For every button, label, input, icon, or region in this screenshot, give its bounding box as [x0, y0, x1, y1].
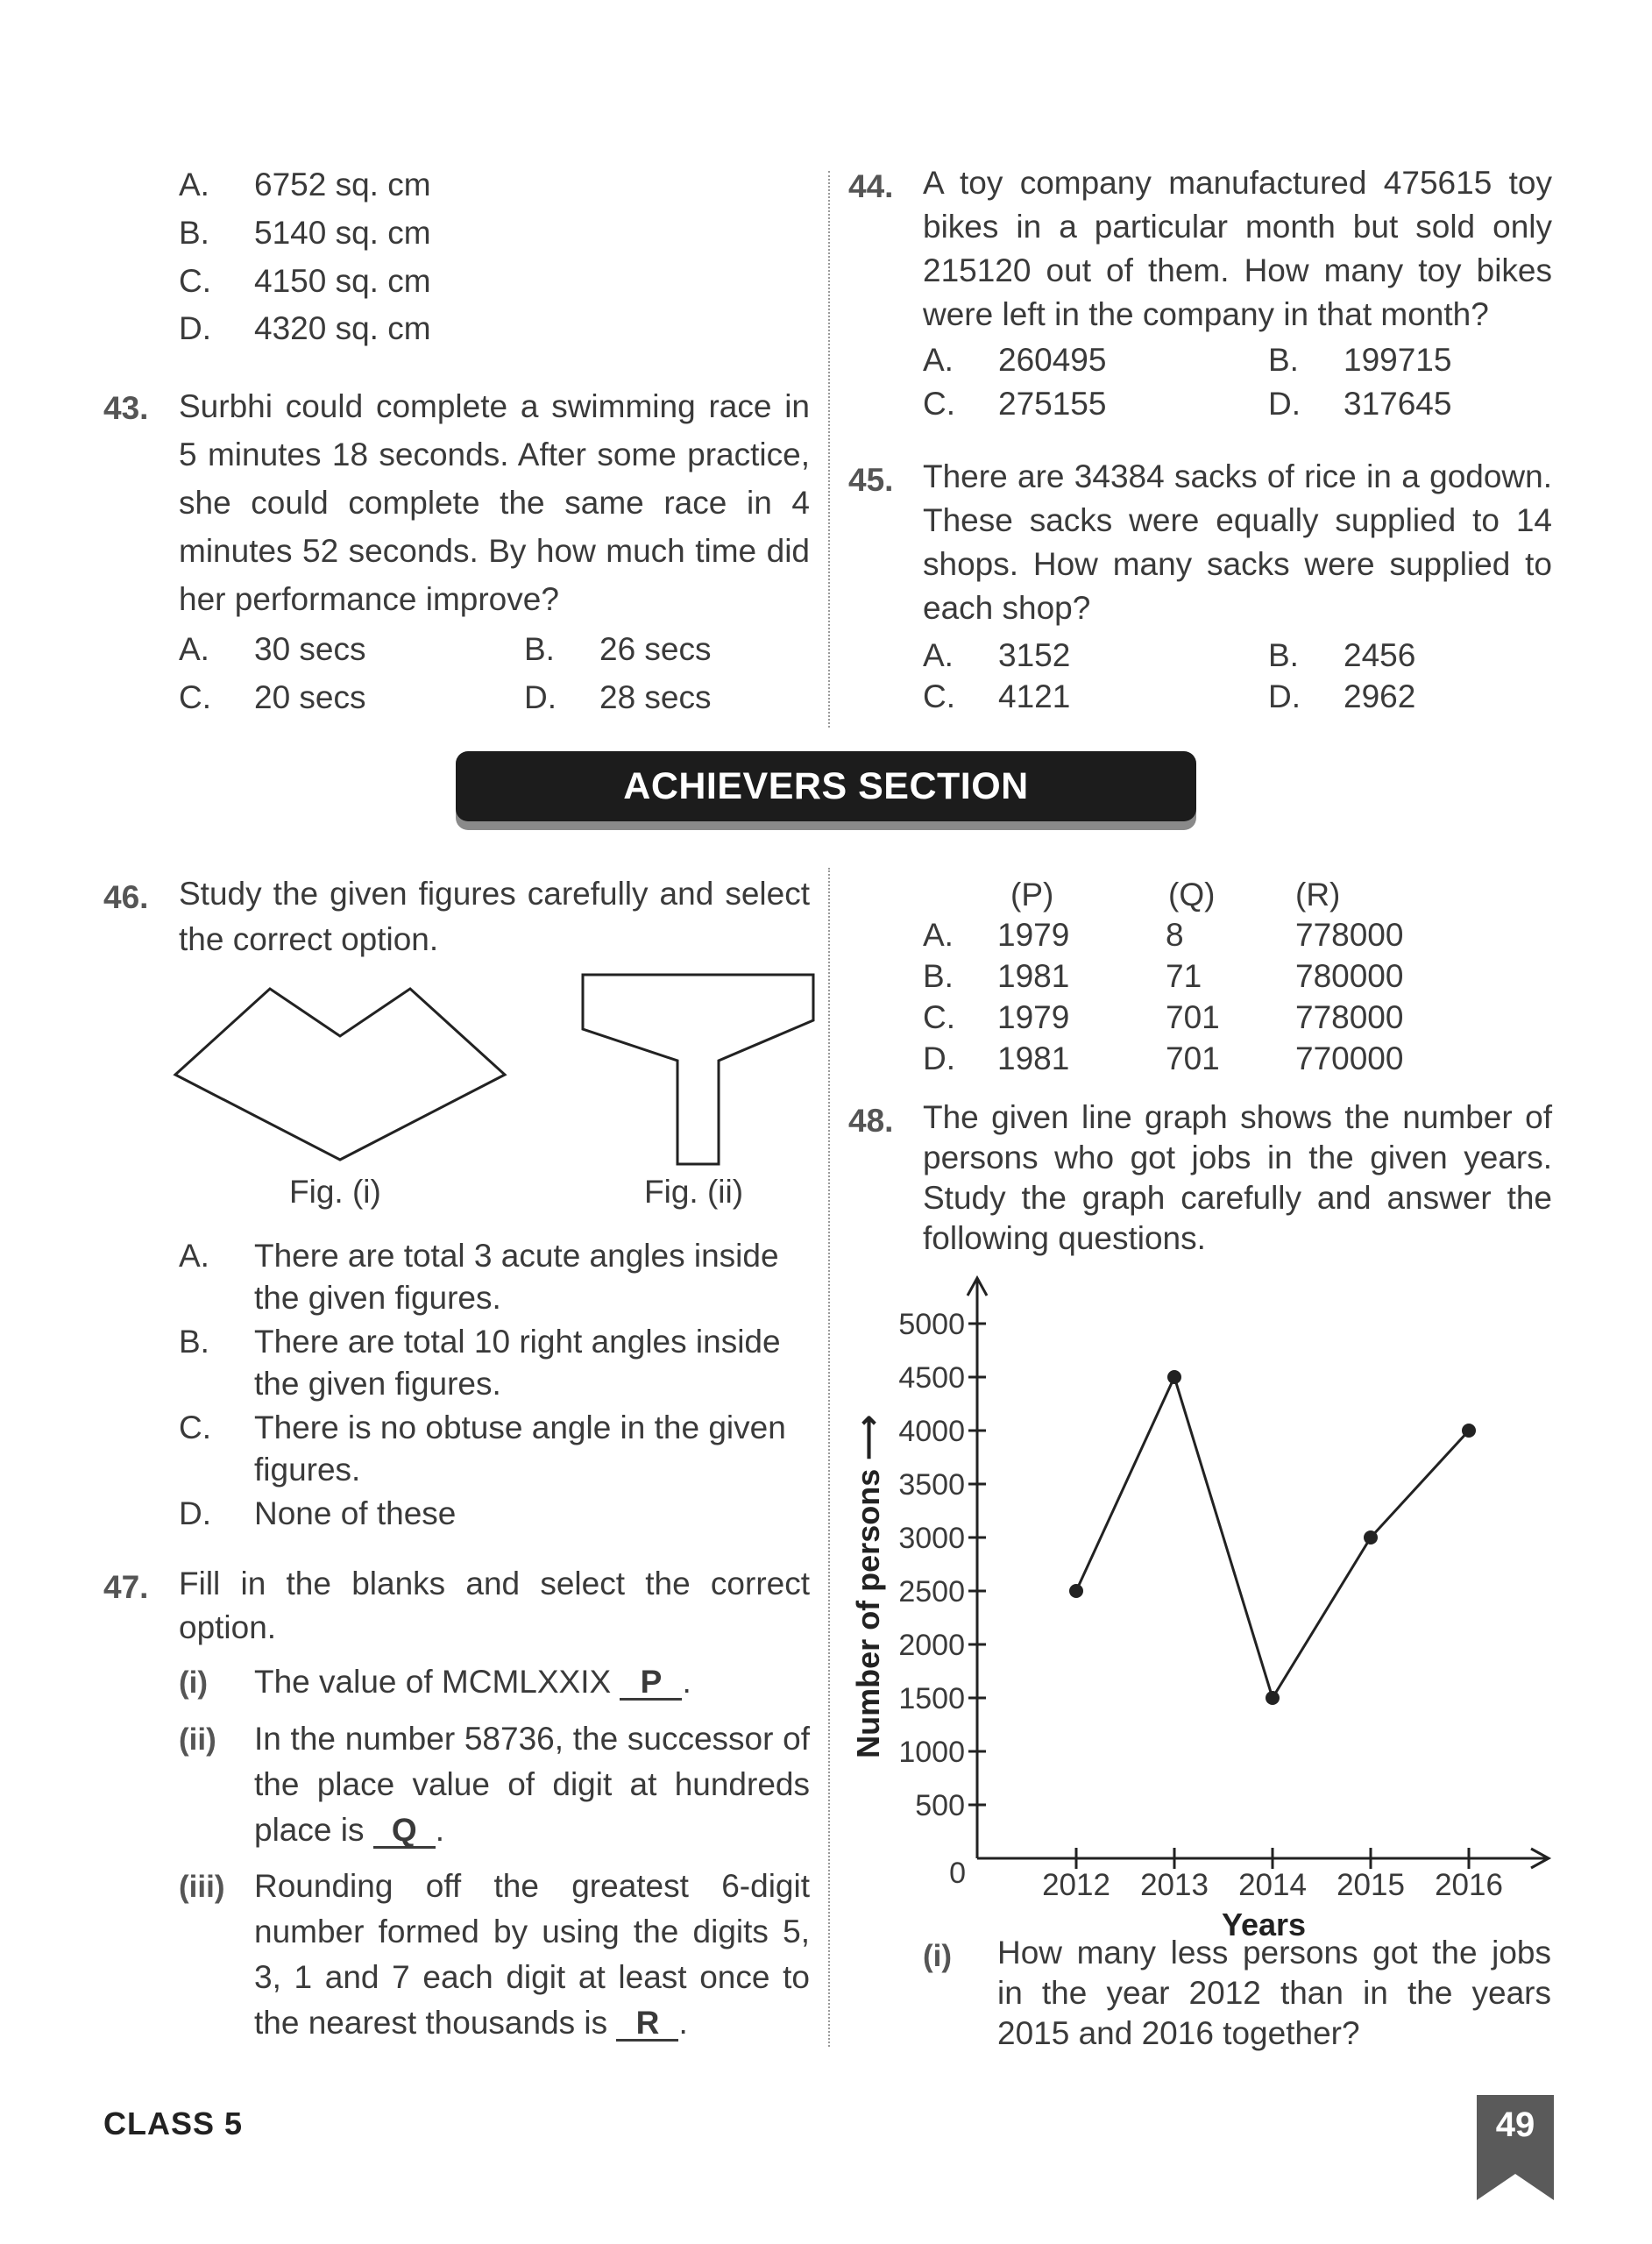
q47-part-iii-label: (iii) [179, 1870, 225, 1904]
question-47-number: 47. [103, 1569, 149, 1605]
option-letter: B. [923, 958, 954, 994]
option-text: 5140 sq. cm [254, 215, 431, 251]
column-divider-top [828, 171, 830, 728]
y-tick-label: 1500 [898, 1682, 965, 1715]
y-tick-label: 2500 [898, 1575, 965, 1608]
option-text: 6752 sq. cm [254, 167, 431, 202]
achievers-section-banner: ACHIEVERS SECTION [456, 751, 1196, 821]
option-text: 260495 [998, 342, 1107, 378]
table-header: (P) [1010, 877, 1054, 913]
option-text: 199715 [1344, 342, 1452, 378]
option-text: 20 secs [254, 679, 366, 715]
option-letter: A. [923, 917, 954, 953]
table-cell-q: 701 [1166, 1040, 1220, 1076]
option-text: 317645 [1344, 386, 1452, 422]
q48-part-i-text: How many less persons got the jobs in the year 2012 than in the years 2015 and 2016 together? [997, 1935, 1551, 2051]
option-letter: A. [179, 167, 209, 202]
option-letter: D. [179, 1495, 211, 1531]
origin-label: 0 [949, 1857, 966, 1890]
option-letter: A. [923, 637, 954, 673]
option-text-line2: the given figures. [254, 1280, 501, 1316]
option-text-line1: None of these [254, 1495, 457, 1531]
series-line [1076, 1377, 1469, 1698]
option-text-line1: There are total 3 acute angles inside [254, 1238, 779, 1274]
table-header: (R) [1295, 877, 1341, 913]
x-tick-label: 2016 [1435, 1868, 1503, 1902]
option-letter: D. [179, 310, 211, 346]
option-letter: C. [923, 678, 955, 714]
option-letter: B. [179, 215, 209, 251]
x-tick-label: 2012 [1042, 1868, 1110, 1902]
q47-part-i-label: (i) [179, 1665, 209, 1700]
option-letter: A. [179, 1238, 209, 1274]
blank-r: R [616, 2006, 678, 2042]
figure-ii-shape [574, 964, 824, 1175]
y-tick-label: 1000 [898, 1736, 965, 1769]
option-letter: A. [923, 342, 954, 378]
option-text-line1: There is no obtuse angle in the given [254, 1410, 786, 1445]
data-point [1266, 1691, 1280, 1705]
class-label: CLASS 5 [103, 2106, 244, 2141]
column-divider-bottom [828, 868, 830, 2047]
q47-part-ii: In the number 58736, the successor of the place value of digit at hundreds place is Q . [254, 1721, 810, 1848]
option-letter: B. [1268, 342, 1299, 378]
x-tick-label: 2013 [1140, 1868, 1209, 1902]
y-tick-label: 5000 [898, 1308, 965, 1341]
y-tick-label: 3000 [898, 1522, 965, 1555]
option-text: 2962 [1344, 678, 1416, 714]
question-46-text: Study the given figures carefully and select the correct option. [179, 876, 810, 957]
question-45-number: 45. [848, 462, 894, 498]
page-number: 49 [1477, 2095, 1554, 2174]
option-text: 28 secs [599, 679, 712, 715]
y-axis-label: Number of persons ⟶ [850, 1415, 886, 1758]
data-point [1462, 1424, 1476, 1438]
option-text: 2456 [1344, 637, 1416, 673]
table-cell-r: 780000 [1295, 958, 1404, 994]
question-44-number: 44. [848, 168, 894, 204]
question-45-text: There are 34384 sacks of rice in a godown. These sacks were equally supplied to 14 shops. How many sacks were supplied to each shop? [923, 458, 1552, 626]
q48-part-i-label: (i) [923, 1939, 953, 1973]
figure-i-label: Fig. (i) [289, 1174, 381, 1210]
line-graph [837, 1262, 1564, 1946]
option-letter: B. [524, 631, 555, 667]
table-cell-r: 778000 [1295, 999, 1404, 1035]
option-text: 30 secs [254, 631, 366, 667]
option-text: 26 secs [599, 631, 712, 667]
q47-part-i: The value of MCMLXXIX P . [254, 1664, 691, 1700]
table-cell-q: 71 [1166, 958, 1202, 994]
option-letter: C. [179, 1410, 211, 1445]
option-letter: C. [923, 999, 955, 1035]
option-letter: C. [179, 263, 211, 299]
option-text: 4320 sq. cm [254, 310, 431, 346]
table-cell-p: 1979 [997, 917, 1070, 953]
option-letter: D. [923, 1040, 955, 1076]
question-44-text: A toy company manufactured 475615 toy bikes in a particular month but sold only 215120 out of them. How many toy bikes were left in the company in that month? [923, 165, 1552, 332]
table-cell-p: 1981 [997, 958, 1070, 994]
table-cell-r: 770000 [1295, 1040, 1404, 1076]
figure-i-shape [167, 964, 526, 1175]
y-tick-label: 500 [915, 1789, 965, 1822]
x-axis-label: Years [1221, 1907, 1307, 1942]
table-cell-q: 8 [1166, 917, 1184, 953]
option-letter: C. [923, 386, 955, 422]
table-cell-p: 1981 [997, 1040, 1070, 1076]
question-46-number: 46. [103, 879, 149, 915]
data-point [1364, 1530, 1378, 1545]
table-cell-p: 1979 [997, 999, 1070, 1035]
option-letter: C. [179, 679, 211, 715]
table-header: (Q) [1168, 877, 1216, 913]
q47-part-ii-label: (ii) [179, 1722, 216, 1757]
option-letter: B. [1268, 637, 1299, 673]
question-47-text: Fill in the blanks and select the correct option. [179, 1566, 810, 1645]
y-tick-label: 4500 [898, 1361, 965, 1395]
option-text: 275155 [998, 386, 1107, 422]
table-cell-q: 701 [1166, 999, 1220, 1035]
blank-q: Q [373, 1814, 436, 1849]
option-text: 4121 [998, 678, 1071, 714]
blank-p: P [620, 1665, 682, 1701]
q47-part-iii: Rounding off the greatest 6-digit number formed by using the digits 5, 3, 1 and 7 each digit at least once to the nearest thousands is R . [254, 1868, 810, 2041]
question-48-number: 48. [848, 1103, 894, 1139]
option-letter: D. [1268, 386, 1301, 422]
option-letter: A. [179, 631, 209, 667]
question-43-number: 43. [103, 390, 149, 426]
y-tick-label: 3500 [898, 1468, 965, 1502]
question-43-text: Surbhi could complete a swimming race in 5 minutes 18 seconds. After some practice, she could complete the same race in 4 minutes 52 seconds. By how much time did her performance improve? [179, 388, 810, 617]
x-tick-label: 2014 [1238, 1868, 1307, 1902]
y-tick-label: 2000 [898, 1629, 965, 1662]
data-point [1167, 1370, 1181, 1384]
question-48-text: The given line graph shows the number of persons who got jobs in the given years. Study the graph carefully and answer the following questions. [923, 1099, 1552, 1256]
option-text: 3152 [998, 637, 1071, 673]
option-text-line2: figures. [254, 1452, 361, 1488]
figure-ii-label: Fig. (ii) [644, 1174, 744, 1210]
table-cell-r: 778000 [1295, 917, 1404, 953]
option-letter: D. [1268, 678, 1301, 714]
option-text-line2: the given figures. [254, 1366, 501, 1402]
y-tick-label: 4000 [898, 1415, 965, 1448]
x-tick-label: 2015 [1336, 1868, 1405, 1902]
option-letter: D. [524, 679, 557, 715]
data-point [1069, 1584, 1083, 1598]
option-letter: B. [179, 1324, 209, 1360]
option-text: 4150 sq. cm [254, 263, 431, 299]
option-text-line1: There are total 10 right angles inside [254, 1324, 781, 1360]
